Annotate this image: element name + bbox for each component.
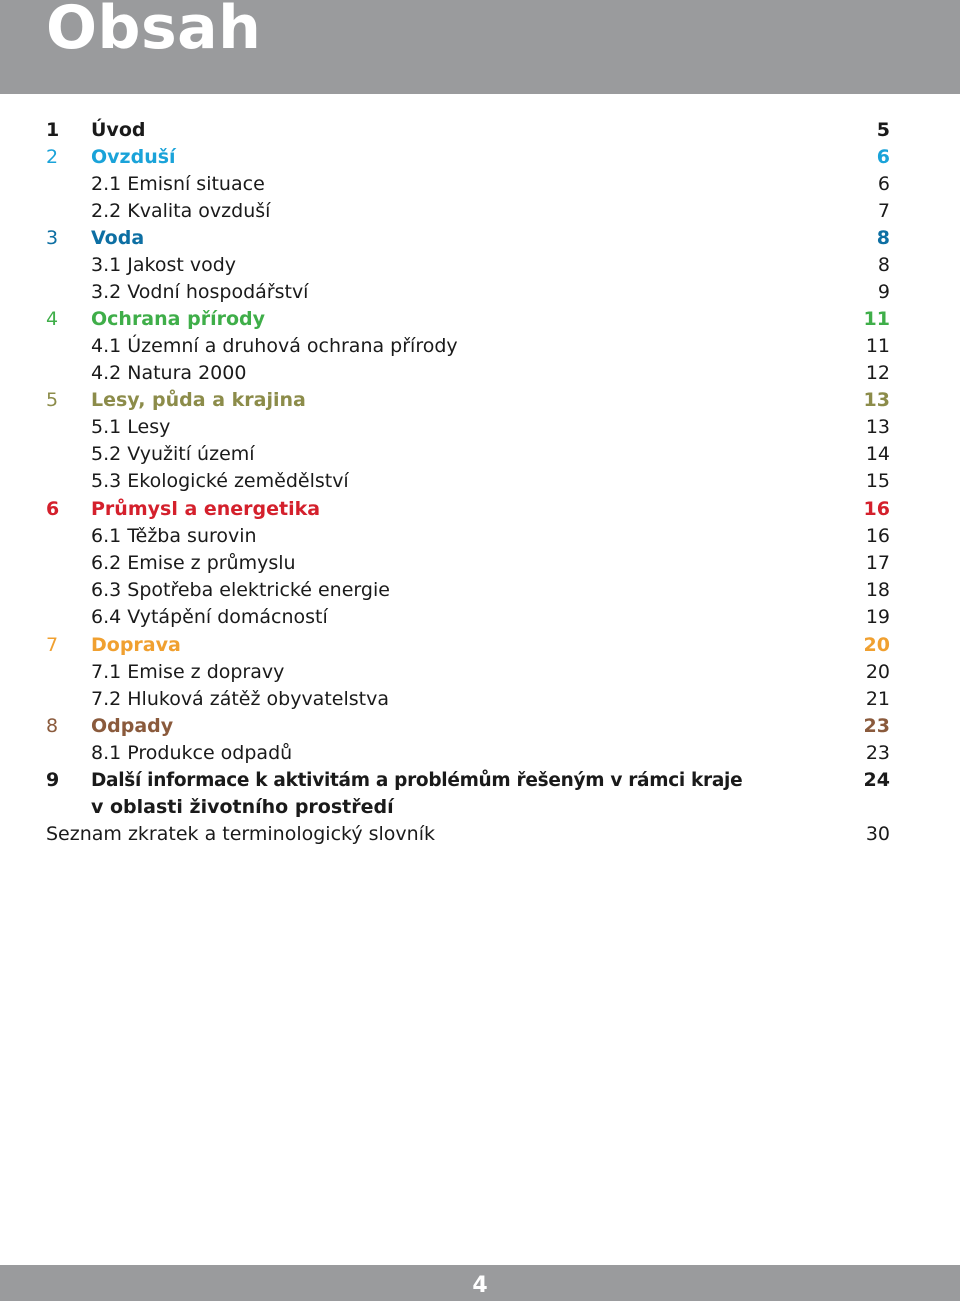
page-number: 16 bbox=[865, 525, 890, 547]
section-title: 4.1 Územní a druhová ochrana přírody bbox=[91, 335, 458, 357]
page-number: 16 bbox=[863, 498, 890, 520]
toc-section-7-1[interactable] bbox=[0, 659, 960, 686]
section-title: 4.2 Natura 2000 bbox=[91, 362, 247, 384]
page-title: Obsah bbox=[46, 0, 262, 63]
toc-section-3-2[interactable] bbox=[0, 279, 960, 306]
page-number: 11 bbox=[863, 308, 890, 330]
page-number: 19 bbox=[865, 606, 890, 628]
chapter-number: 8 bbox=[46, 715, 59, 737]
page-number: 18 bbox=[865, 579, 890, 601]
toc-chapter-9-continued bbox=[0, 794, 960, 821]
section-title: 7.2 Hluková zátěž obyvatelstva bbox=[91, 688, 389, 710]
section-title: 7.1 Emise z dopravy bbox=[91, 661, 285, 683]
chapter-number: 6 bbox=[46, 498, 60, 520]
section-title: 5.2 Využití území bbox=[91, 443, 255, 465]
toc-section-3-1[interactable] bbox=[0, 252, 960, 279]
toc-section-7-2[interactable] bbox=[0, 686, 960, 713]
chapter-title: Voda bbox=[91, 227, 145, 249]
section-title: 6.1 Těžba surovin bbox=[91, 525, 257, 547]
page-number: 6 bbox=[877, 173, 890, 195]
chapter-number: 7 bbox=[46, 634, 59, 656]
toc-chapter-9[interactable] bbox=[0, 767, 960, 794]
section-title: 3.2 Vodní hospodářství bbox=[91, 281, 309, 303]
section-title: 6.4 Vytápění domácností bbox=[91, 606, 328, 628]
chapter-title: Odpady bbox=[91, 715, 174, 737]
footer-page-number: 4 bbox=[472, 1273, 488, 1298]
section-title: 3.1 Jakost vody bbox=[91, 254, 237, 276]
chapter-number: 4 bbox=[46, 308, 59, 330]
page-number: 13 bbox=[863, 389, 890, 411]
chapter-number: 9 bbox=[46, 769, 60, 791]
toc-section-6-4[interactable] bbox=[0, 604, 960, 631]
page-number: 8 bbox=[876, 227, 890, 249]
page-number: 24 bbox=[863, 769, 890, 791]
page-number: 20 bbox=[863, 634, 890, 656]
page-number: 5 bbox=[876, 119, 890, 141]
page-number: 15 bbox=[865, 470, 890, 492]
page-number: 9 bbox=[877, 281, 890, 303]
chapter-title: Průmysl a energetika bbox=[91, 498, 321, 520]
toc-chapter-2[interactable] bbox=[0, 144, 960, 171]
glossary-title: Seznam zkratek a terminologický slovník bbox=[46, 823, 435, 845]
toc-section-6-3[interactable] bbox=[0, 577, 960, 604]
toc-chapter-1[interactable] bbox=[0, 117, 960, 144]
chapter-title: Doprava bbox=[91, 634, 181, 656]
toc-chapter-4[interactable] bbox=[0, 306, 960, 333]
section-title: 6.3 Spotřeba elektrické energie bbox=[91, 579, 390, 601]
page-number: 14 bbox=[865, 443, 890, 465]
toc-chapter-3[interactable] bbox=[0, 225, 960, 252]
page-number: 7 bbox=[877, 200, 890, 222]
section-title: 2.2 Kvalita ovzduší bbox=[91, 200, 271, 222]
toc-chapter-8[interactable] bbox=[0, 713, 960, 740]
chapter-title-line-1: Další informace k aktivitám a problémům řešeným v rámci kraje bbox=[91, 770, 743, 791]
chapter-title-line-2: v oblasti životního prostředí bbox=[91, 796, 394, 818]
chapter-title: Lesy, půda a krajina bbox=[91, 389, 306, 411]
chapter-number: 5 bbox=[46, 389, 59, 411]
page-number: 23 bbox=[865, 742, 890, 764]
toc-section-5-3[interactable] bbox=[0, 468, 960, 495]
toc-chapter-6[interactable] bbox=[0, 496, 960, 523]
chapter-number: 2 bbox=[46, 146, 59, 168]
section-title: 2.1 Emisní situace bbox=[91, 173, 265, 195]
page-number: 21 bbox=[865, 688, 890, 710]
page-number: 12 bbox=[865, 362, 890, 384]
page-number: 17 bbox=[865, 552, 890, 574]
toc-section-6-2[interactable] bbox=[0, 550, 960, 577]
toc-section-6-1[interactable] bbox=[0, 523, 960, 550]
toc-chapter-5[interactable] bbox=[0, 387, 960, 414]
page-number: 20 bbox=[865, 661, 890, 683]
page-number: 23 bbox=[863, 715, 890, 737]
section-title: 5.3 Ekologické zemědělství bbox=[91, 470, 349, 492]
page-number: 30 bbox=[865, 823, 890, 845]
chapter-title: Ochrana přírody bbox=[91, 308, 265, 330]
toc-section-8-1[interactable] bbox=[0, 740, 960, 767]
section-title: 8.1 Produkce odpadů bbox=[91, 742, 293, 764]
section-title: 5.1 Lesy bbox=[91, 416, 171, 438]
toc-section-4-1[interactable] bbox=[0, 333, 960, 360]
page-number: 6 bbox=[876, 146, 890, 168]
toc-chapter-7[interactable] bbox=[0, 632, 960, 659]
chapter-number: 1 bbox=[46, 119, 60, 141]
page-number: 13 bbox=[865, 416, 890, 438]
chapter-title: Úvod bbox=[91, 119, 146, 141]
toc-section-4-2[interactable] bbox=[0, 360, 960, 387]
page-number: 11 bbox=[865, 335, 890, 357]
chapter-number: 3 bbox=[46, 227, 59, 249]
toc-section-2-1[interactable] bbox=[0, 171, 960, 198]
toc-section-2-2[interactable] bbox=[0, 198, 960, 225]
toc-section-5-1[interactable] bbox=[0, 414, 960, 441]
toc-section-5-2[interactable] bbox=[0, 441, 960, 468]
header-band bbox=[0, 0, 960, 94]
toc-glossary[interactable] bbox=[0, 821, 960, 848]
section-title: 6.2 Emise z průmyslu bbox=[91, 552, 296, 574]
chapter-title: Ovzduší bbox=[91, 146, 176, 168]
page-number: 8 bbox=[877, 254, 890, 276]
